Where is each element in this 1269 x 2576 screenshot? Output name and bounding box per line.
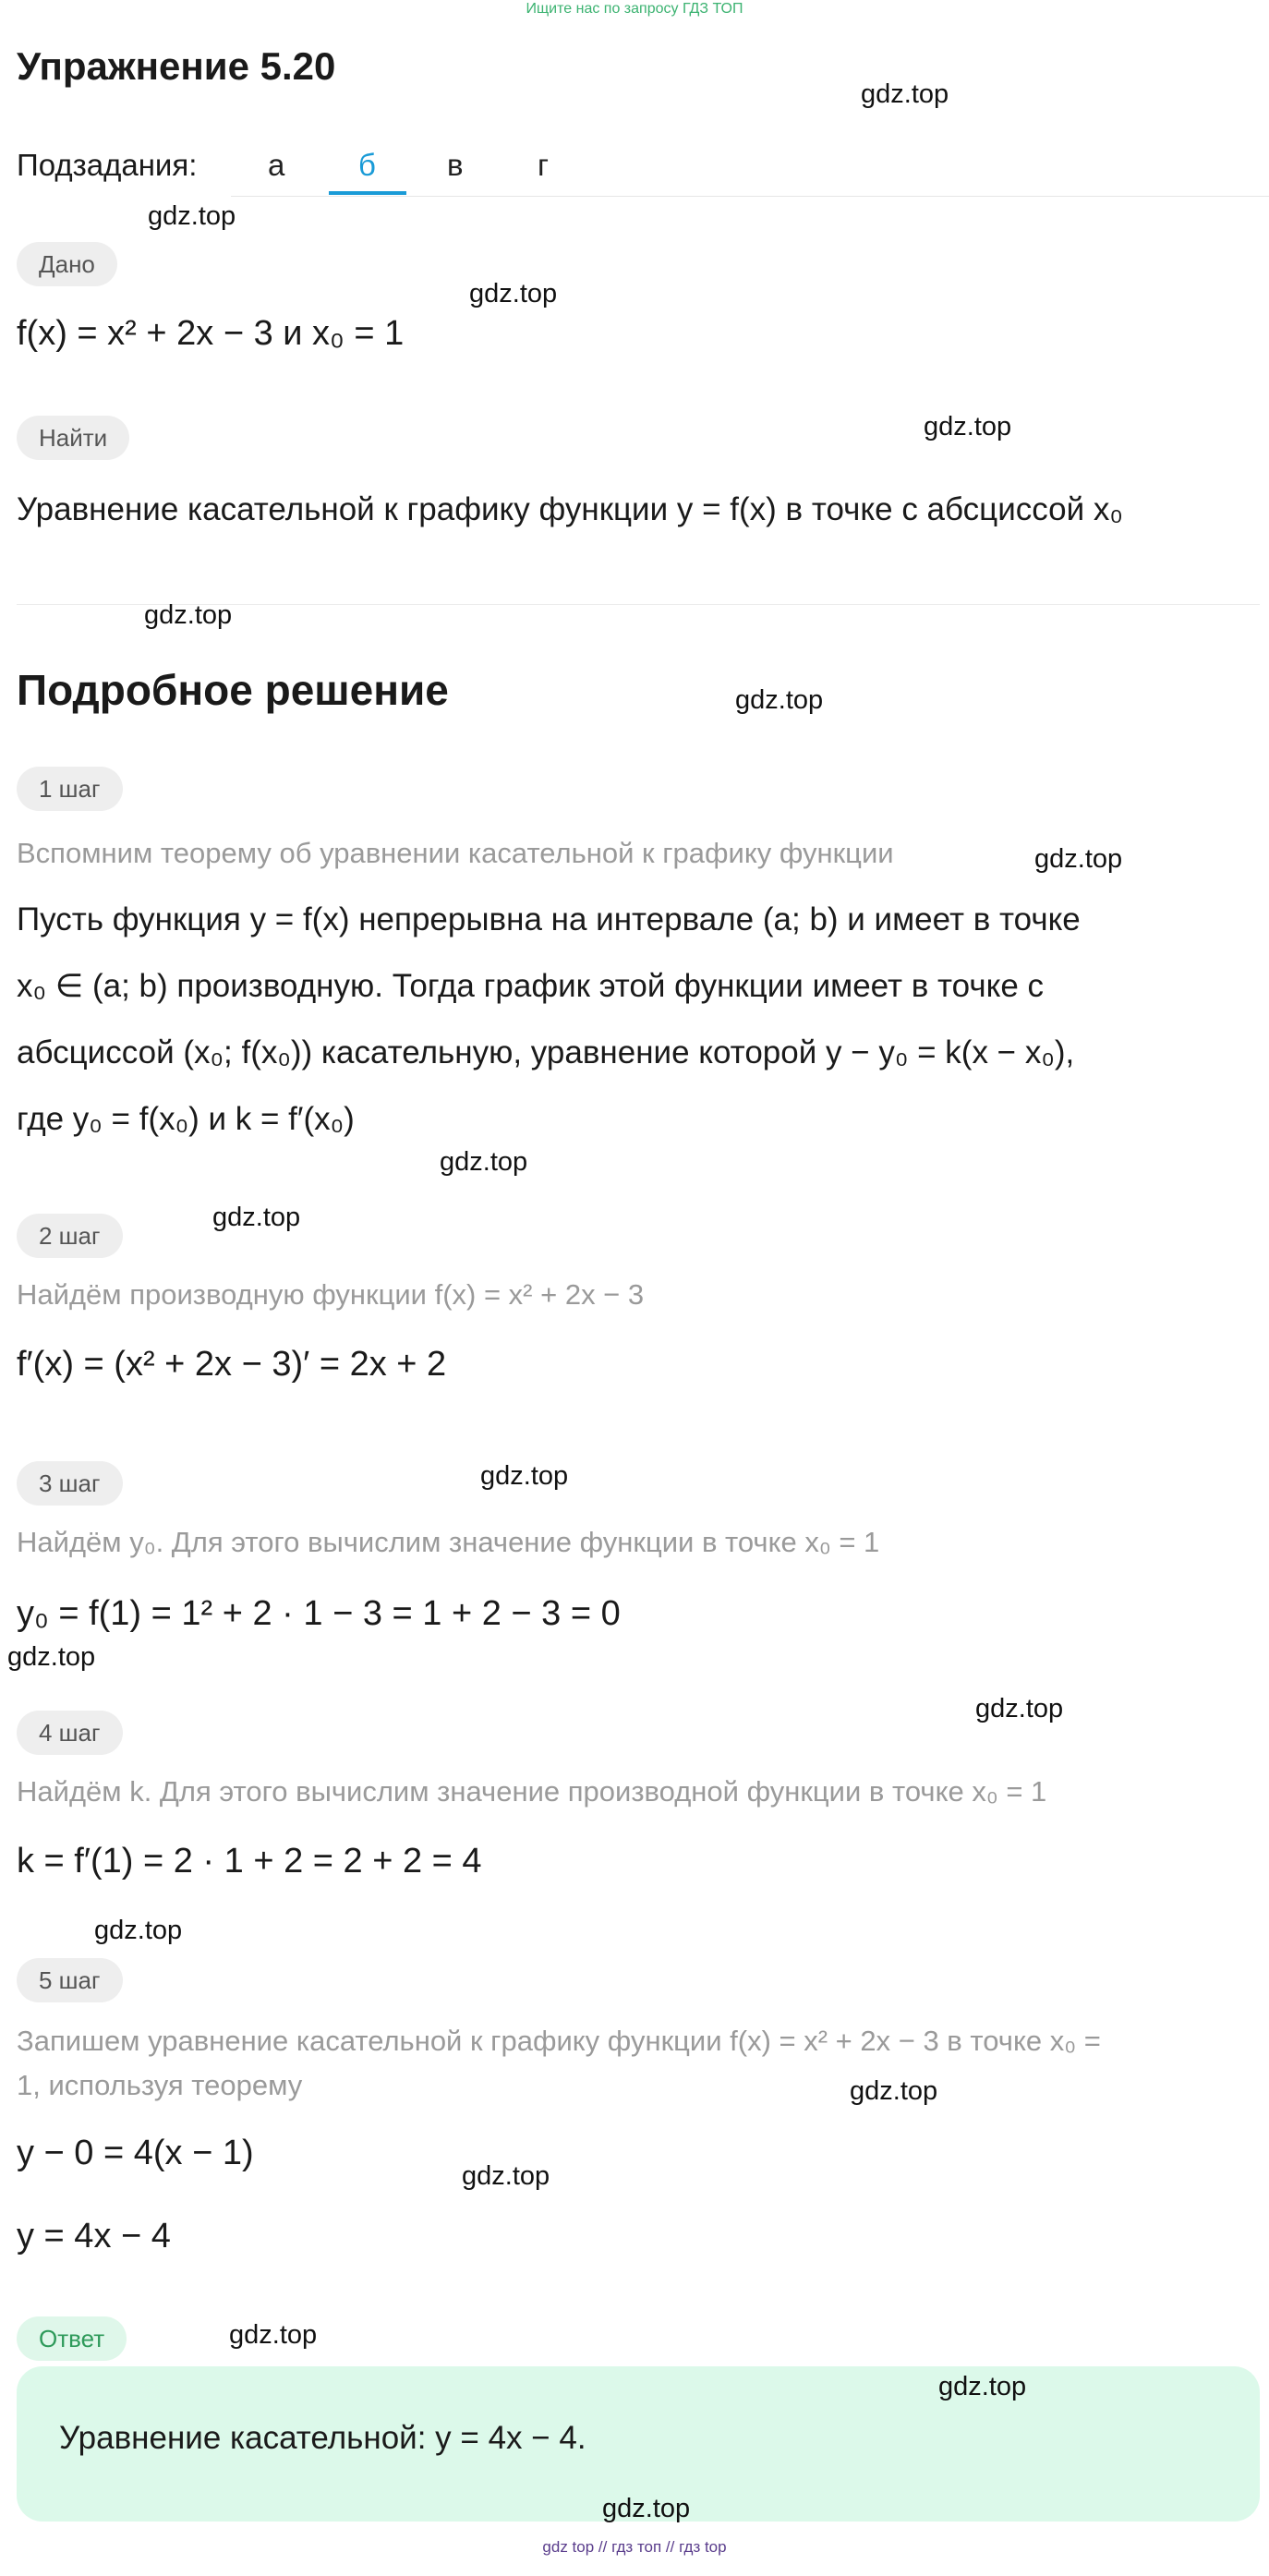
step-5-formula-2: y = 4x − 4	[17, 2217, 171, 2256]
tab-a[interactable]: а	[268, 148, 285, 182]
watermark: gdz.top	[861, 79, 949, 109]
step-4-formula: k = f′(1) = 2 · 1 + 2 = 2 + 2 = 4	[17, 1842, 482, 1881]
step-3-hint: Найдём y₀. Для этого вычислим значение функции в точке x₀ = 1	[17, 1526, 880, 1558]
page-title: Упражнение 5.20	[17, 44, 336, 88]
find-pill: Найти	[17, 416, 129, 460]
watermark: gdz.top	[462, 2161, 550, 2191]
watermark: gdz.top	[938, 2372, 1027, 2401]
watermark: gdz.top	[850, 2076, 938, 2106]
watermark: gdz.top	[7, 1642, 96, 1672]
watermark: gdz.top	[1034, 844, 1123, 874]
given-pill: Дано	[17, 242, 117, 286]
watermark: gdz.top	[229, 2320, 318, 2350]
given-formula: f(x) = x² + 2x − 3 и x₀ = 1	[17, 314, 405, 353]
solution-title: Подробное решение	[17, 666, 449, 714]
step-5-hint-line-2: 1, используя теорему	[17, 2069, 303, 2101]
watermark: gdz.top	[924, 412, 1012, 441]
watermark: gdz.top	[212, 1203, 301, 1232]
watermark: gdz.top	[144, 600, 233, 630]
top-banner: Ищите нас по запросу ГДЗ ТОП	[526, 1, 743, 17]
active-tab-indicator	[329, 191, 406, 195]
step-1-line-1: Пусть функция y = f(x) непрерывна на интервале (a; b) и имеет в точке	[17, 901, 1081, 937]
footer: gdz top // гдз топ // гдз top	[542, 2538, 727, 2556]
tab-v[interactable]: в	[447, 148, 464, 182]
watermark: gdz.top	[148, 201, 236, 231]
step-2-hint: Найдём производную функции f(x) = x² + 2x − 3	[17, 1278, 645, 1311]
watermark: gdz.top	[469, 279, 558, 308]
step-1-pill: 1 шаг	[17, 767, 123, 811]
find-text: Уравнение касательной к графику функции y = f(x) в точке с абсциссой x₀	[17, 491, 1123, 527]
step-4-hint: Найдём k. Для этого вычислим значение производной функции в точке x₀ = 1	[17, 1775, 1047, 1808]
subtasks-label: Подзадания:	[17, 148, 198, 182]
step-5-pill: 5 шаг	[17, 1958, 123, 2002]
step-5-formula-1: y − 0 = 4(x − 1)	[17, 2134, 254, 2172]
step-2-pill: 2 шаг	[17, 1214, 123, 1258]
tabs-divider	[231, 196, 1269, 197]
answer-pill: Ответ	[17, 2316, 127, 2361]
watermark: gdz.top	[602, 2494, 691, 2523]
step-4-pill: 4 шаг	[17, 1711, 123, 1755]
watermark: gdz.top	[735, 685, 824, 715]
watermark: gdz.top	[440, 1147, 528, 1177]
tab-g[interactable]: г	[538, 148, 550, 182]
tab-b[interactable]: б	[358, 148, 376, 182]
answer-text: Уравнение касательной: y = 4x − 4.	[59, 2420, 586, 2456]
step-1-line-3: абсциссой (x₀; f(x₀)) касательную, уравнение которой y − y₀ = k(x − x₀),	[17, 1034, 1075, 1070]
step-1-line-4: где y₀ = f(x₀) и k = f′(x₀)	[17, 1101, 355, 1137]
watermark: gdz.top	[975, 1694, 1064, 1723]
step-3-pill: 3 шаг	[17, 1461, 123, 1506]
step-3-formula: y₀ = f(1) = 1² + 2 · 1 − 3 = 1 + 2 − 3 = 0	[17, 1594, 621, 1633]
step-1-line-2: x₀ ∈ (a; b) производную. Тогда график этой функции имеет в точке с	[17, 968, 1045, 1004]
step-5-hint-line-1: Запишем уравнение касательной к графику функции f(x) = x² + 2x − 3 в точке x₀ =	[17, 2025, 1101, 2057]
step-1-hint: Вспомним теорему об уравнении касательной к графику функции	[17, 837, 894, 869]
watermark: gdz.top	[94, 1916, 183, 1945]
watermark: gdz.top	[480, 1461, 569, 1491]
step-2-formula: f′(x) = (x² + 2x − 3)′ = 2x + 2	[17, 1345, 447, 1384]
